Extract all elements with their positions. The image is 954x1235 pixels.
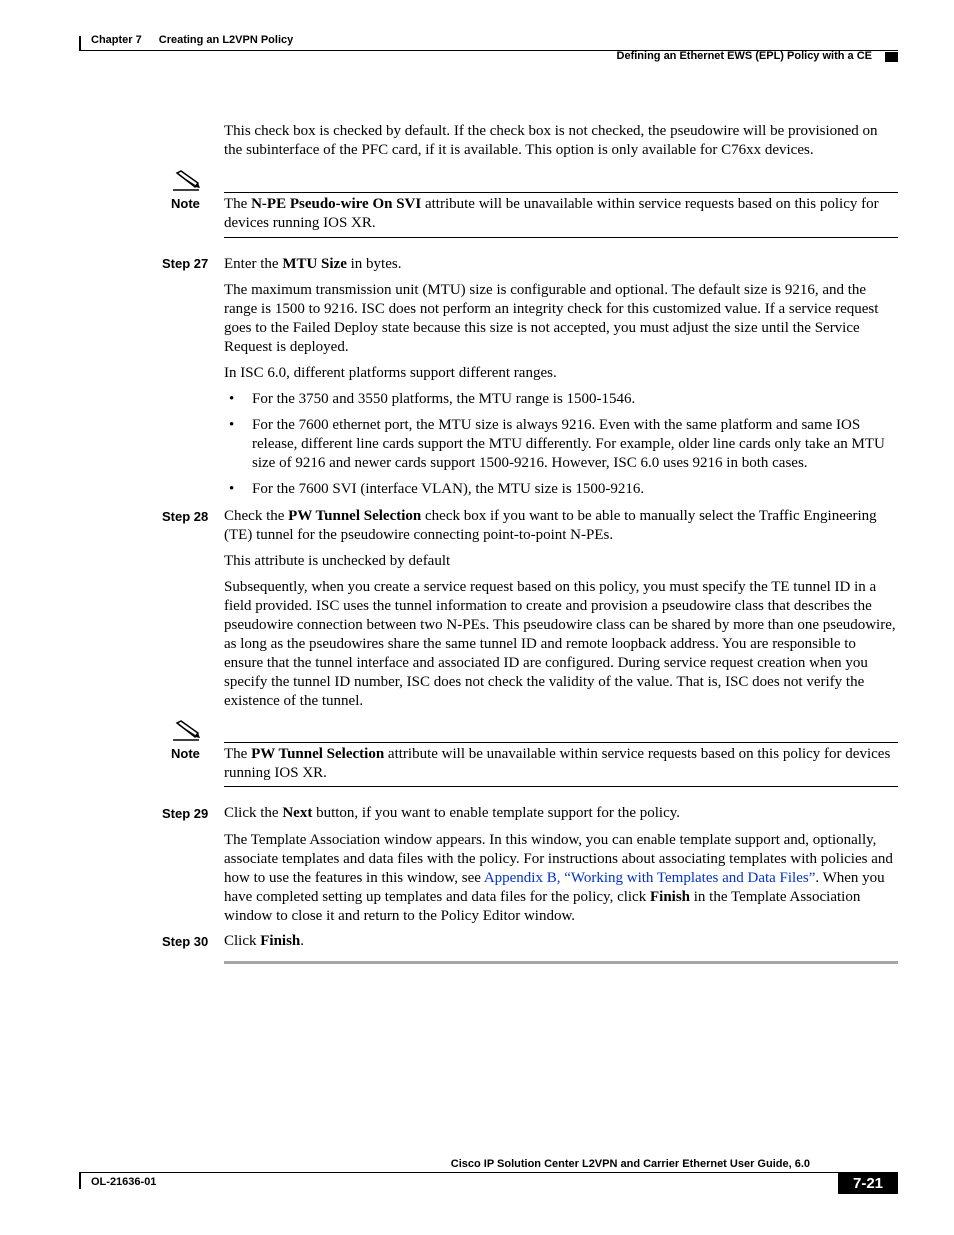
step-29-text [224,804,898,823]
step-27-pre: Enter the [224,256,283,272]
note-text [224,195,898,233]
step-30-label: Step 30 [162,934,209,949]
step-28-text [224,507,898,545]
header-square-marker [885,52,898,62]
bullet-marker: • [229,391,235,407]
step-30-text [224,932,898,951]
step-29-pre: Click the [224,805,283,821]
bullet-marker: • [229,417,235,433]
procedure-end-rule [224,961,898,964]
step-29-bold: Next [282,805,313,821]
pencil-note-icon [171,170,201,192]
step-27-text [224,255,898,274]
header-chapter [91,34,293,46]
note-bottom-rule [224,237,898,238]
footer-page-number: 7-21 [838,1173,898,1194]
step-29-label: Step 29 [162,806,209,821]
bullet-marker: • [229,481,235,497]
note-label: Note [171,746,200,761]
step-28-label: Step 28 [162,509,209,524]
chapter-number: Chapter 7 [91,34,142,46]
step-27-paragraph-1: The maximum transmission unit (MTU) size is configurable and optional. The default size is 9216, and the range is 1500 to 9216. ISC does not perform an integrity check for this customized value. If a service request goes to the Failed Deploy state because this size is not accepted, you must adjust the size until the Service Request is deployed. [224,282,879,355]
step-29-para-mid: . When you have completed setting up templates and data files for the policy, click [224,870,885,905]
step-27-bold: MTU Size [282,256,347,272]
note-text [224,745,898,783]
footer-left-bar [79,1172,81,1189]
step-27-paragraph-2: In ISC 6.0, different platforms support different ranges. [224,365,557,381]
step-29-paragraph [224,831,898,926]
bullet-item-1: For the 3750 and 3550 platforms, the MTU range is 1500-1546. [252,391,636,407]
step-29-para-post: in the Template Association window to close it and return to the Policy Editor window. [224,889,861,924]
bullet-item-3: For the 7600 SVI (interface VLAN), the MTU size is 1500-9216. [252,481,645,497]
footer-doc-number: OL-21636-01 [91,1176,157,1188]
intro-paragraph: This check box is checked by default. If the check box is not checked, the pseudowire will be provisioned on the subinterface of the PFC card, if it is available. This option is only available for C76xx devices. [224,123,878,158]
appendix-b-link[interactable]: Appendix B, “Working with Templates and Data Files” [483,870,816,886]
note-top-rule [224,192,898,193]
header-left-bar [79,36,81,51]
step-29-post: button, if you want to enable template support for the policy. [312,805,681,821]
note-text-post: attribute will be unavailable within service requests based on this policy for devices running IOS XR. [224,196,879,231]
step-28-post: check box if you want to be able to manually select the Traffic Engineering (TE) tunnel for the pseudowire connecting point-to-point N-PEs. [224,508,877,543]
note-top-rule [224,742,898,743]
note-text-pre: The [224,746,252,762]
note-text-pre: The [224,196,252,212]
chapter-title: Creating an L2VPN Policy [158,34,294,46]
step-27-label: Step 27 [162,256,209,271]
step-29-para-bold: Finish [649,889,691,905]
pencil-note-icon [171,720,201,742]
footer-rule [79,1172,898,1173]
note-text-bold: N-PE Pseudo-wire On SVI [251,196,422,212]
step-30-post: . [300,933,305,949]
step-28-pre: Check the [224,508,289,524]
step-28-paragraph-2: Subsequently, when you create a service request based on this policy, you must specify the TE tunnel ID in a field provided. ISC uses the tunnel information to create and provision a pseudowire class that describes the pseudowire connection between two N-PEs. This pseudowire class can be shared by more than one pseudowire, as long as the pseudowires share the same tunnel ID and remote loopback address. You are responsible to ensure that the tunnel interface and associated ID are configured. During service request creation when you specify the tunnel ID number, ISC does not check the validity of the value. That is, ISC does not verify the existence of the tunnel. [224,579,896,709]
bullet-item-2: For the 7600 ethernet port, the MTU size is always 9216. Even with the same platform and same IOS release, different line cards support the MTU differently. For example, older line cards only take an MTU size of 9216 and newer cards support 1500-9216. However, ISC 6.0 uses 9216 in both cases. [252,417,885,471]
step-27-post: in bytes. [346,256,402,272]
note-bottom-rule [224,786,898,787]
step-30-pre: Click [224,933,261,949]
note-label: Note [171,196,200,211]
header-section-title: Defining an Ethernet EWS (EPL) Policy with a CE [616,50,872,62]
step-28-paragraph-1: This attribute is unchecked by default [224,553,451,569]
step-28-bold: PW Tunnel Selection [288,508,422,524]
note-text-post: attribute will be unavailable within service requests based on this policy for devices running IOS XR. [224,746,891,781]
footer-guide-title: Cisco IP Solution Center L2VPN and Carrier Ethernet User Guide, 6.0 [450,1158,810,1170]
step-29-para-pre: The Template Association window appears. In this window, you can enable template support and, optionally, associate templates and data files with the policy. For instructions about associating templates with policies and how to use the features in this window, see [224,832,893,886]
step-30-bold: Finish [260,933,301,949]
note-text-bold: PW Tunnel Selection [251,746,385,762]
